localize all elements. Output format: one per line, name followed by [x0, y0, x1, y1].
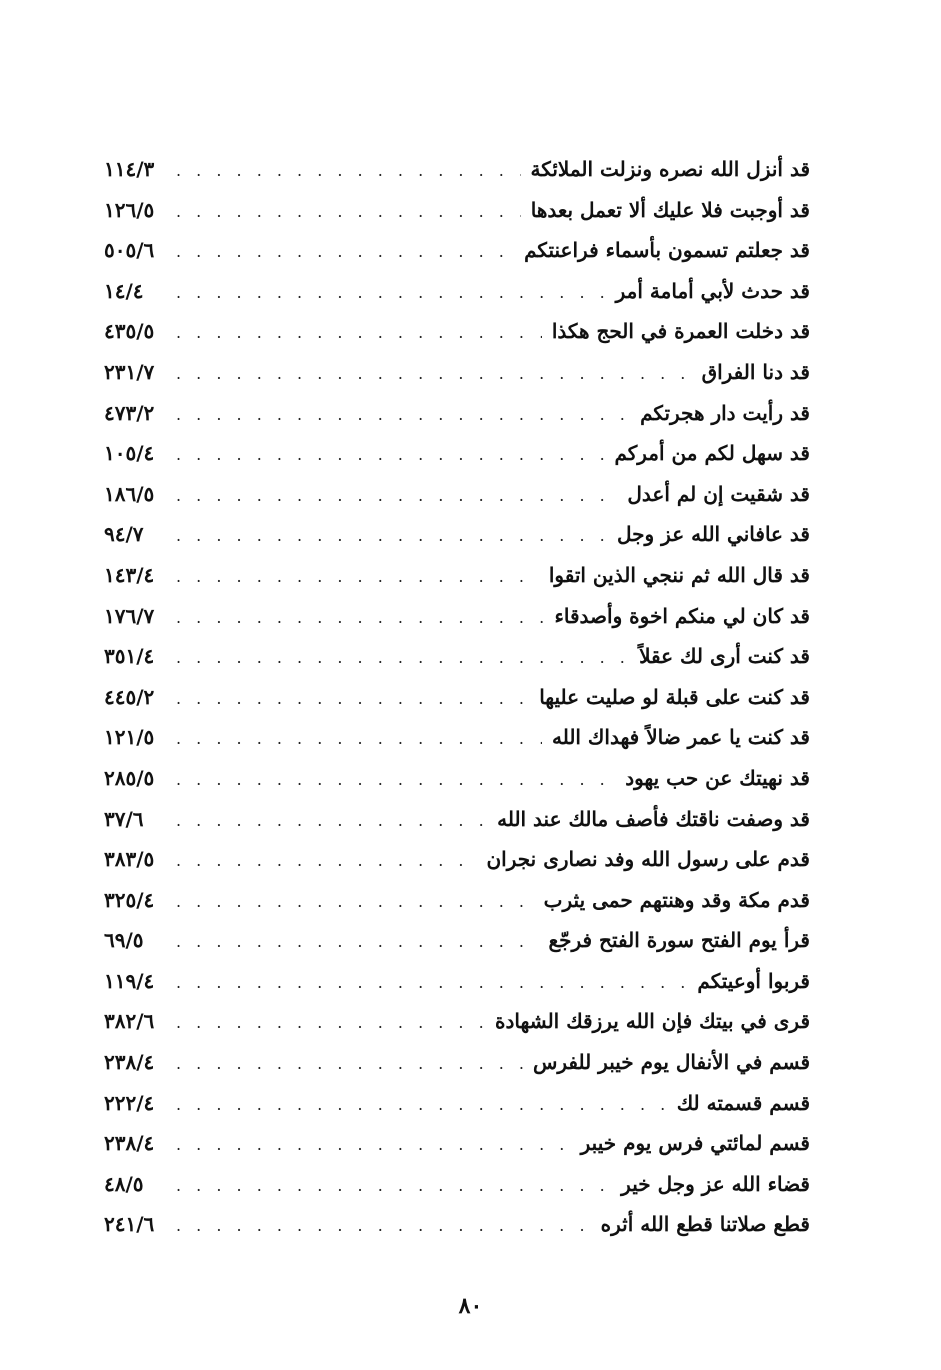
dot-leader	[176, 1216, 591, 1235]
dot-leader	[176, 973, 687, 992]
index-entry	[104, 1212, 810, 1253]
entry-text: قد كنت أرى لك عقلاً	[639, 644, 810, 669]
dot-leader	[176, 729, 542, 748]
dot-leader	[176, 283, 606, 302]
dot-leader	[176, 364, 692, 383]
dot-leader	[176, 1095, 667, 1114]
dot-leader	[176, 323, 542, 342]
entry-reference: ١٠٥/٤	[104, 441, 155, 466]
entry-text: قد قال الله ثم ننجي الذين اتقوا	[548, 562, 810, 587]
entry-reference: ١٢٦/٥	[104, 197, 155, 222]
entry-text: قد رأيت دار هجرتكم	[640, 400, 810, 425]
entry-text: قد أنزل الله نصره ونزلت الملائكة	[530, 157, 810, 181]
entry-reference: ٣٨٢/٦	[104, 1009, 155, 1034]
index-entry	[104, 482, 810, 523]
index-entry	[104, 847, 810, 888]
entry-text: قد دنا الفراق	[701, 359, 810, 384]
entry-reference: ٤٧٣/٢	[104, 400, 155, 425]
dot-leader	[176, 486, 617, 505]
entry-text: قد نهيتك عن حب يهود	[625, 765, 810, 790]
entry-reference: ١١٩/٤	[104, 968, 155, 993]
index-entry	[104, 360, 810, 401]
index-entry	[104, 725, 810, 766]
entry-reference: ٢٣١/٧	[104, 359, 155, 384]
entry-reference: ٣٥١/٤	[104, 644, 155, 669]
dot-leader	[176, 648, 629, 667]
entry-text: قرى في بيتك فإن الله يرزقك الشهادة	[495, 1009, 810, 1034]
dot-leader	[176, 811, 487, 830]
entry-reference: ١٢١/٥	[104, 725, 155, 750]
index-entry	[104, 644, 810, 685]
dot-leader	[176, 202, 521, 221]
dot-leader	[176, 851, 476, 870]
entry-reference: ٤٣٥/٥	[104, 319, 155, 344]
entry-text: قد سهل لكم من أمركم	[614, 441, 810, 466]
entry-reference: ١٨٦/٥	[104, 481, 155, 506]
index-entry	[104, 1050, 810, 1091]
index-entry	[104, 1131, 810, 1172]
index-entry	[104, 1009, 810, 1050]
index-entry	[104, 157, 810, 198]
entry-text: قسم قسمته لك	[676, 1090, 810, 1115]
entry-text: قد وصفت ناقتك فأصف مالك عند الله	[497, 806, 810, 831]
dot-leader	[176, 1135, 571, 1154]
index-entry	[104, 563, 810, 604]
entry-reference: ١٧٦/٧	[104, 603, 155, 628]
entry-reference: ٣٢٥/٤	[104, 887, 155, 912]
index-list	[104, 157, 810, 1253]
entry-text: قد دخلت العمرة في الحج هكذا	[551, 319, 810, 344]
index-entry	[104, 1091, 810, 1132]
entry-reference: ٢٣٨/٤	[104, 1050, 155, 1075]
entry-text: قطع صلاتنا قطع الله أثره	[600, 1212, 810, 1237]
entry-text: قد كنت على قبلة لو صليت عليها	[539, 684, 810, 709]
dot-leader	[176, 445, 604, 464]
dot-leader	[176, 242, 514, 261]
index-entry	[104, 685, 810, 726]
entry-reference: ١٤/٤	[104, 278, 144, 303]
entry-text: قد حدث لأبي أمامة أمر	[615, 278, 810, 303]
entry-reference: ١٤٣/٤	[104, 562, 155, 587]
entry-text: قسم في الأنفال يوم خيبر للفرس	[532, 1050, 810, 1075]
index-entry	[104, 969, 810, 1010]
entry-text: قد كان لي منكم اخوة وأصدقاء	[554, 603, 810, 628]
index-entry	[104, 279, 810, 320]
dot-leader	[176, 770, 615, 789]
entry-reference: ٦٩/٥	[104, 928, 144, 953]
dot-leader	[176, 405, 630, 424]
entry-text: قدم على رسول الله وفد نصارى نجران	[486, 847, 810, 872]
index-entry	[104, 888, 810, 929]
entry-text: قد جعلتم تسمون بأسماء فراعنتكم	[524, 238, 810, 263]
dot-leader	[176, 1176, 611, 1195]
index-entry	[104, 198, 810, 239]
index-entry	[104, 238, 810, 279]
entry-text: قربوا أوعيتكم	[697, 968, 810, 993]
index-entry	[104, 807, 810, 848]
index-entry	[104, 1172, 810, 1213]
dot-leader	[176, 892, 534, 911]
dot-leader	[176, 689, 529, 708]
entry-text: قد عافاني الله عز وجل	[617, 522, 810, 547]
entry-reference: ٢٣٨/٤	[104, 1131, 155, 1156]
dot-leader	[176, 608, 544, 627]
entry-reference: ١١٤/٣	[104, 157, 155, 181]
entry-reference: ٤٤٥/٢	[104, 684, 155, 709]
dot-leader	[176, 1054, 523, 1073]
entry-text: قد كنت يا عمر ضالاً فهداك الله	[551, 725, 810, 750]
entry-reference: ٤٨/٥	[104, 1171, 144, 1196]
entry-text: قضاء الله عز وجل خير	[621, 1171, 810, 1196]
entry-reference: ٢٢٢/٤	[104, 1090, 155, 1115]
dot-leader	[176, 161, 521, 180]
entry-text: قرأ يوم الفتح سورة الفتح فرجّع	[548, 928, 810, 953]
entry-reference: ٣٨٣/٥	[104, 847, 155, 872]
dot-leader	[176, 567, 539, 586]
entry-text: قد أوجبت فلا عليك ألا تعمل بعدها	[530, 197, 810, 222]
entry-reference: ٣٧/٦	[104, 806, 144, 831]
index-entry	[104, 441, 810, 482]
dot-leader	[176, 932, 538, 951]
entry-reference: ٥٠٥/٦	[104, 238, 155, 263]
entry-reference: ٩٤/٧	[104, 522, 144, 547]
dot-leader	[176, 1013, 485, 1032]
index-entry	[104, 928, 810, 969]
entry-text: قد شقيت إن لم أعدل	[627, 481, 810, 506]
entry-text: قسم لمائتي فرس يوم خيبر	[580, 1131, 810, 1156]
entry-reference: ٢٨٥/٥	[104, 765, 155, 790]
index-entry	[104, 522, 810, 563]
dot-leader	[176, 526, 607, 545]
entry-reference: ٢٤١/٦	[104, 1212, 155, 1237]
index-entry	[104, 401, 810, 442]
page-number: ٨٠	[458, 1293, 483, 1319]
index-entry	[104, 604, 810, 645]
entry-text: قدم مكة وقد وهنتهم حمى يثرب	[543, 887, 810, 912]
index-entry	[104, 319, 810, 360]
index-entry	[104, 766, 810, 807]
